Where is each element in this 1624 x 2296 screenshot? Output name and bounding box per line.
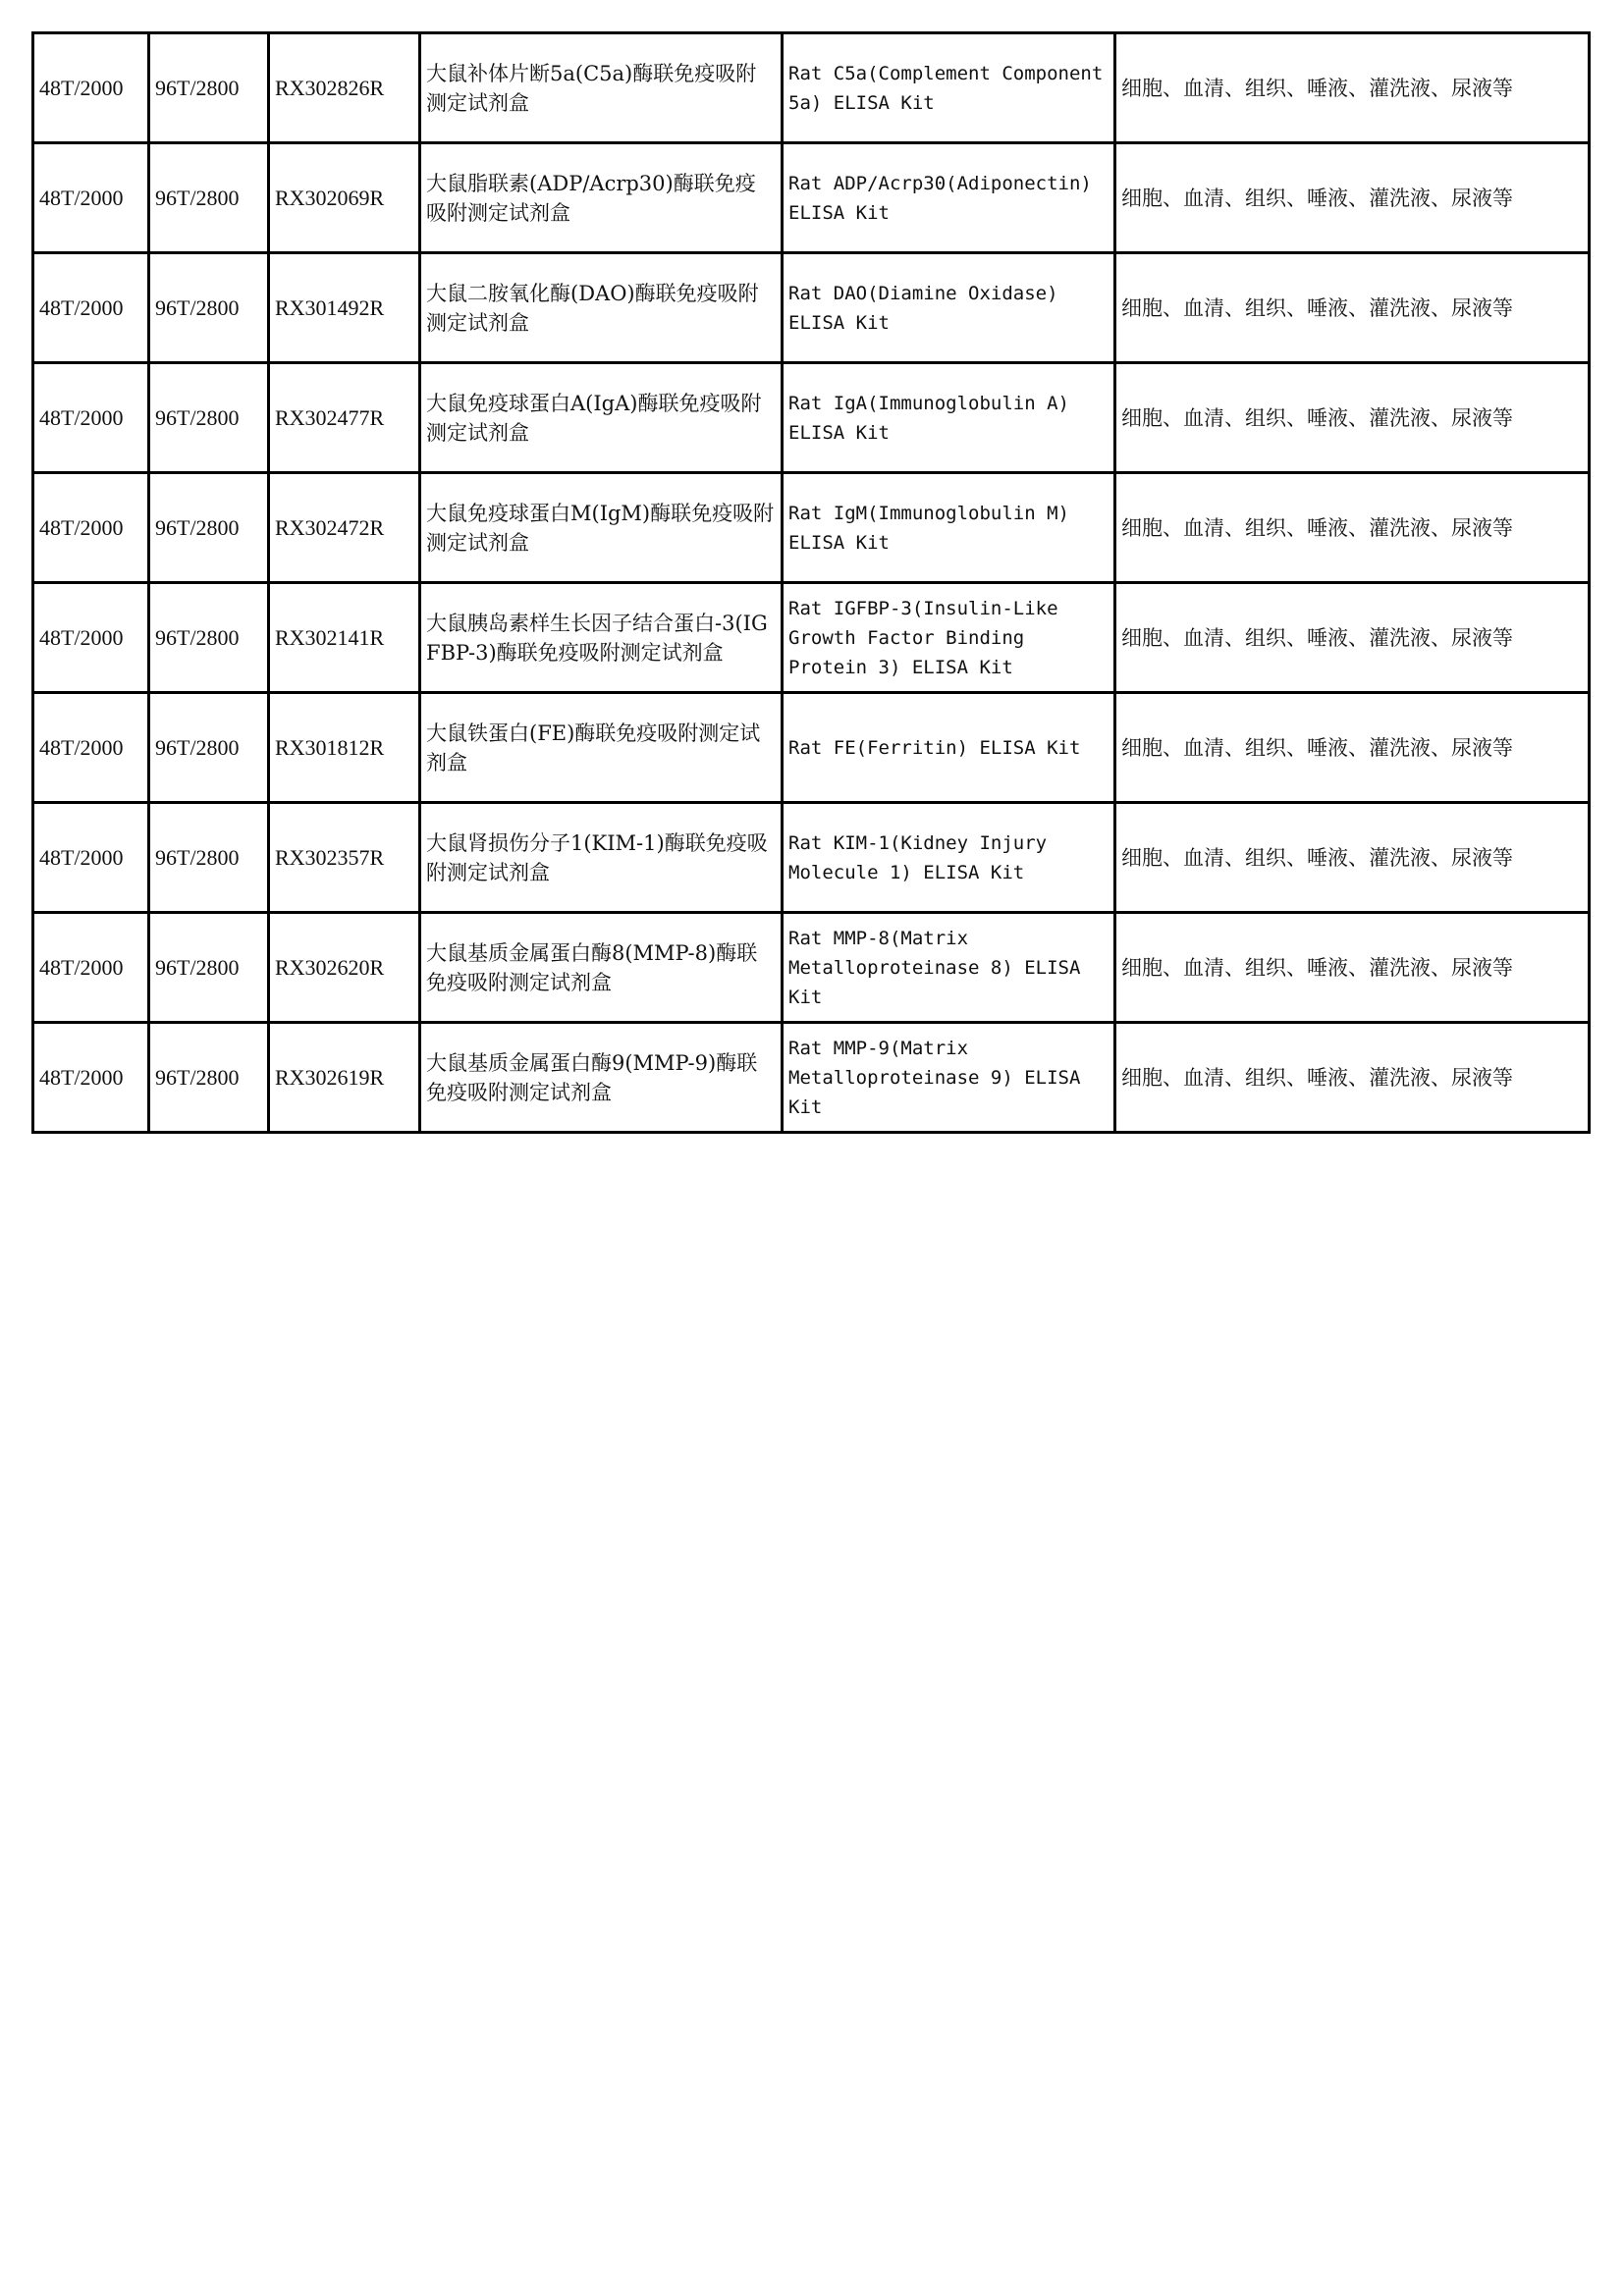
product-name-en-cell: Rat KIM-1(Kidney Injury Molecule 1) ELISA Kit — [783, 803, 1115, 913]
product-name-en-cell: Rat IgA(Immunoglobulin A) ELISA Kit — [783, 363, 1115, 473]
product-name-cn-cell: 大鼠脂联素(ADP/Acrp30)酶联免疫吸附测定试剂盒 — [420, 143, 783, 253]
spec-small-cell: 48T/2000 — [33, 253, 149, 363]
product-name-cn-cell: 大鼠免疫球蛋白A(IgA)酶联免疫吸附测定试剂盒 — [420, 363, 783, 473]
spec-small-cell: 48T/2000 — [33, 913, 149, 1023]
spec-large-cell: 96T/2800 — [149, 253, 269, 363]
spec-small-cell: 48T/2000 — [33, 473, 149, 583]
product-name-en-cell: Rat IGFBP-3(Insulin-Like Growth Factor Binding Protein 3) ELISA Kit — [783, 583, 1115, 693]
product-name-en-cell: Rat MMP-8(Matrix Metalloproteinase 8) ELISA Kit — [783, 913, 1115, 1023]
table-row — [33, 693, 1590, 803]
catalog-number-cell: RX302472R — [269, 473, 420, 583]
product-name-cn-cell: 大鼠二胺氧化酶(DAO)酶联免疫吸附测定试剂盒 — [420, 253, 783, 363]
product-name-cn-cell: 大鼠补体片断5a(C5a)酶联免疫吸附测定试剂盒 — [420, 33, 783, 143]
product-name-cn-cell: 大鼠肾损伤分子1(KIM-1)酶联免疫吸附测定试剂盒 — [420, 803, 783, 913]
product-name-cn-cell: 大鼠基质金属蛋白酶8(MMP-8)酶联免疫吸附测定试剂盒 — [420, 913, 783, 1023]
spec-large-cell: 96T/2800 — [149, 33, 269, 143]
table-row — [33, 363, 1590, 473]
catalog-number-cell: RX302357R — [269, 803, 420, 913]
spec-large-cell: 96T/2800 — [149, 143, 269, 253]
table-row — [33, 913, 1590, 1023]
catalog-number-cell: RX302619R — [269, 1023, 420, 1133]
spec-small-cell: 48T/2000 — [33, 33, 149, 143]
spec-small-cell: 48T/2000 — [33, 583, 149, 693]
sample-types-cell: 细胞、血清、组织、唾液、灌洗液、尿液等 — [1115, 143, 1590, 253]
catalog-number-cell: RX302069R — [269, 143, 420, 253]
product-name-en-cell: Rat C5a(Complement Component 5a) ELISA Kit — [783, 33, 1115, 143]
catalog-number-cell: RX302620R — [269, 913, 420, 1023]
product-name-cn-cell: 大鼠铁蛋白(FE)酶联免疫吸附测定试剂盒 — [420, 693, 783, 803]
spec-large-cell: 96T/2800 — [149, 473, 269, 583]
table-row — [33, 253, 1590, 363]
product-name-cn-cell: 大鼠免疫球蛋白M(IgM)酶联免疫吸附测定试剂盒 — [420, 473, 783, 583]
spec-large-cell: 96T/2800 — [149, 363, 269, 473]
product-name-en-cell: Rat IgM(Immunoglobulin M) ELISA Kit — [783, 473, 1115, 583]
table-row — [33, 473, 1590, 583]
sample-types-cell: 细胞、血清、组织、唾液、灌洗液、尿液等 — [1115, 913, 1590, 1023]
sample-types-cell: 细胞、血清、组织、唾液、灌洗液、尿液等 — [1115, 583, 1590, 693]
spec-large-cell: 96T/2800 — [149, 1023, 269, 1133]
catalog-number-cell: RX301492R — [269, 253, 420, 363]
table-row — [33, 583, 1590, 693]
sample-types-cell: 细胞、血清、组织、唾液、灌洗液、尿液等 — [1115, 693, 1590, 803]
product-name-en-cell: Rat FE(Ferritin) ELISA Kit — [783, 693, 1115, 803]
catalog-number-cell: RX302826R — [269, 33, 420, 143]
spec-large-cell: 96T/2800 — [149, 913, 269, 1023]
spec-large-cell: 96T/2800 — [149, 803, 269, 913]
spec-small-cell: 48T/2000 — [33, 693, 149, 803]
product-name-en-cell: Rat ADP/Acrp30(Adiponectin) ELISA Kit — [783, 143, 1115, 253]
product-name-en-cell: Rat DAO(Diamine Oxidase) ELISA Kit — [783, 253, 1115, 363]
table-row — [33, 1023, 1590, 1133]
sample-types-cell: 细胞、血清、组织、唾液、灌洗液、尿液等 — [1115, 473, 1590, 583]
table-row — [33, 143, 1590, 253]
sample-types-cell: 细胞、血清、组织、唾液、灌洗液、尿液等 — [1115, 253, 1590, 363]
spec-large-cell: 96T/2800 — [149, 693, 269, 803]
sample-types-cell: 细胞、血清、组织、唾液、灌洗液、尿液等 — [1115, 803, 1590, 913]
catalog-number-cell: RX302141R — [269, 583, 420, 693]
sample-types-cell: 细胞、血清、组织、唾液、灌洗液、尿液等 — [1115, 363, 1590, 473]
product-name-cn-cell: 大鼠胰岛素样生长因子结合蛋白-3(IGFBP-3)酶联免疫吸附测定试剂盒 — [420, 583, 783, 693]
spec-small-cell: 48T/2000 — [33, 803, 149, 913]
catalog-number-cell: RX302477R — [269, 363, 420, 473]
product-table — [31, 31, 1591, 1134]
table-row — [33, 33, 1590, 143]
sample-types-cell: 细胞、血清、组织、唾液、灌洗液、尿液等 — [1115, 1023, 1590, 1133]
product-name-en-cell: Rat MMP-9(Matrix Metalloproteinase 9) ELISA Kit — [783, 1023, 1115, 1133]
catalog-number-cell: RX301812R — [269, 693, 420, 803]
product-name-cn-cell: 大鼠基质金属蛋白酶9(MMP-9)酶联免疫吸附测定试剂盒 — [420, 1023, 783, 1133]
spec-small-cell: 48T/2000 — [33, 363, 149, 473]
spec-large-cell: 96T/2800 — [149, 583, 269, 693]
spec-small-cell: 48T/2000 — [33, 1023, 149, 1133]
spec-small-cell: 48T/2000 — [33, 143, 149, 253]
sample-types-cell: 细胞、血清、组织、唾液、灌洗液、尿液等 — [1115, 33, 1590, 143]
table-row — [33, 803, 1590, 913]
